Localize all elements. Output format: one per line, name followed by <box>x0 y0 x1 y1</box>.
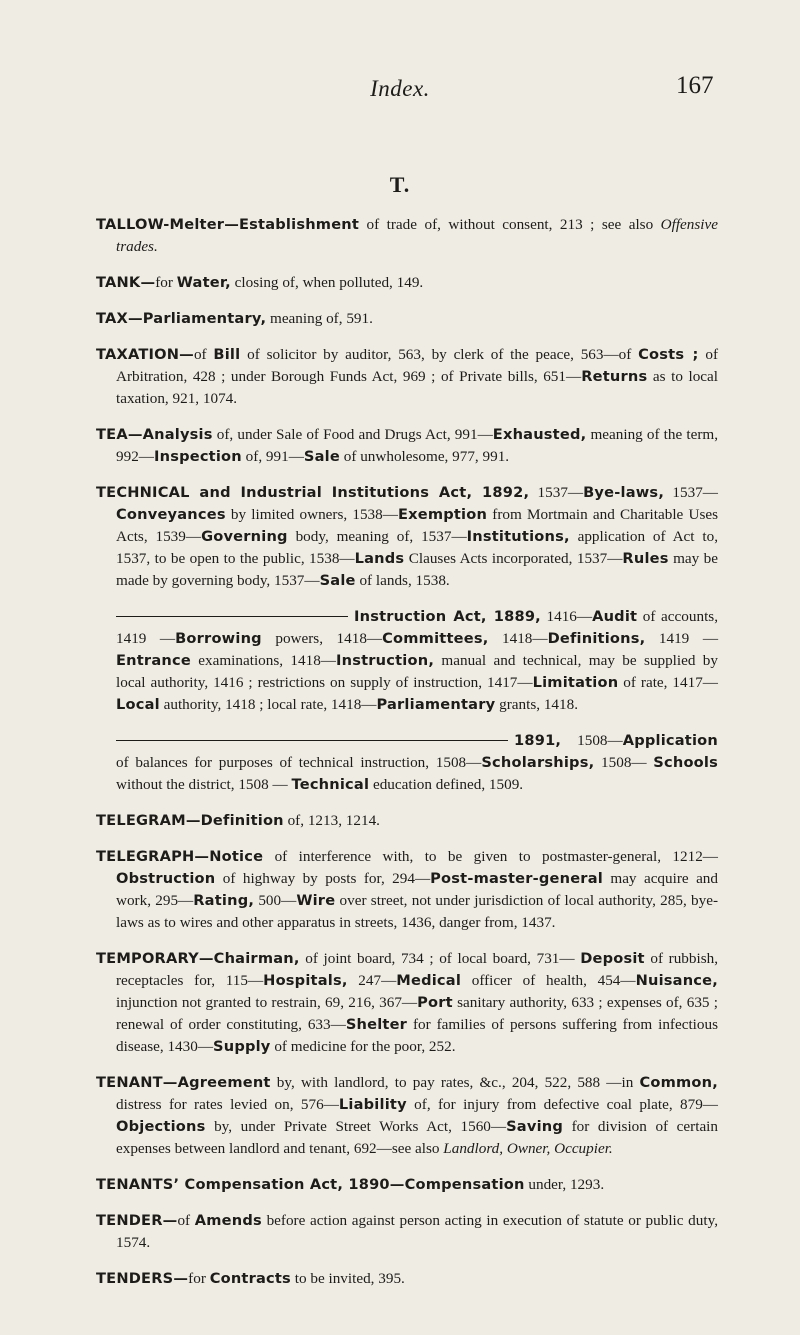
index-entries <box>96 214 718 1304</box>
entry-text: of balances for purposes of technical instruction, 1508— <box>116 754 482 771</box>
bold-term: Nuisance, <box>635 972 719 989</box>
bold-term: TEA—Analysis <box>96 426 213 443</box>
bold-term: TENANT—Agreement <box>96 1074 271 1091</box>
entry-text: closing of, when polluted, 149. <box>230 274 424 291</box>
entry-text: of, 991— <box>241 448 304 465</box>
bold-term: Governing <box>201 528 288 545</box>
entry-text: authority, 1418 ; local rate, 1418— <box>159 696 377 713</box>
index-entry <box>96 344 718 410</box>
entry-text: for families of persons suffering from infectious disease, 1430— <box>116 1016 718 1055</box>
bold-term: Committees, <box>382 630 489 647</box>
bold-term: Port <box>417 994 453 1011</box>
entry-text: examinations, 1418— <box>190 652 336 669</box>
entry-text: 1537— <box>529 484 584 501</box>
cross-reference: Landlord, Owner, Occupier. <box>443 1140 613 1157</box>
bold-term: TALLOW-Melter—Establishment <box>96 216 360 233</box>
entry-text: under, 1293. <box>524 1176 605 1193</box>
bold-term: Bill <box>213 346 241 363</box>
entry-text: of <box>177 1212 195 1229</box>
index-entry <box>96 810 718 832</box>
section-letter: T. <box>389 172 411 197</box>
index-entry <box>96 214 718 258</box>
ditto-rule <box>116 616 348 617</box>
bold-term: TANK— <box>96 274 156 291</box>
bold-term: Sale <box>319 572 356 589</box>
bold-term: Sale <box>303 448 340 465</box>
bold-term: Instruction, <box>336 652 435 669</box>
bold-term: Liability <box>338 1096 407 1113</box>
entry-text: before action against person acting in execution of statute or public duty, 1574. <box>116 1212 718 1251</box>
bold-term: Exhausted, <box>492 426 587 443</box>
entry-text: application of Act to, 1537, to be open to the public, 1538— <box>116 528 718 567</box>
bold-term: Medical <box>396 972 462 989</box>
entry-text: injunction not granted to restrain, 69, 216, 367— <box>116 994 418 1011</box>
entry-text: 1508— <box>594 754 654 771</box>
entry-text: 1416— <box>540 608 593 625</box>
index-subentry <box>96 606 718 716</box>
entry-text: for division of certain expenses between landlord and tenant, 692—see also <box>116 1118 718 1157</box>
bold-term: Bye-laws, <box>583 484 665 501</box>
bold-term: TECHNICAL and Industrial Institutions Act, 1892, <box>96 484 530 501</box>
bold-term: Common, <box>639 1074 718 1091</box>
bold-term: Institutions, <box>466 528 570 545</box>
entry-text: of highway by posts for, 294— <box>215 870 431 887</box>
bold-term: Scholarships, <box>481 754 595 771</box>
entry-text: body, meaning of, 1537— <box>287 528 467 545</box>
bold-term: Exemption <box>397 506 488 523</box>
entry-text: without the district, 1508 — <box>116 776 292 793</box>
entry-text: for <box>188 1270 210 1287</box>
entry-text: by, with landlord, to pay rates, &c., 204, 522, 588 —in <box>270 1074 640 1091</box>
entry-text: meaning of the term, 992— <box>116 426 718 465</box>
index-entry <box>96 424 718 468</box>
entry-text: of joint board, 734 ; of local board, 731— <box>299 950 581 967</box>
entry-text: by limited owners, 1538— <box>225 506 398 523</box>
bold-term: Rating, <box>193 892 255 909</box>
entry-text: of unwholesome, 977, 991. <box>339 448 510 465</box>
bold-term: Saving <box>506 1118 564 1135</box>
entry-text: of, for injury from defective coal plate, 879— <box>406 1096 718 1113</box>
entry-text: grants, 1418. <box>495 696 579 713</box>
bold-term: Wire <box>296 892 336 909</box>
entry-text: 500— <box>254 892 297 909</box>
bold-term: 1891, <box>514 732 562 749</box>
entry-text: 1508— <box>561 732 623 749</box>
ditto-rule <box>116 740 508 741</box>
cross-reference: Offensive trades. <box>116 216 718 255</box>
bold-term: Deposit <box>580 950 645 967</box>
bold-term: Costs ; <box>638 346 699 363</box>
bold-term: TEMPORARY—Chairman, <box>96 950 300 967</box>
entry-text: powers, 1418— <box>261 630 383 647</box>
index-entry <box>96 272 718 294</box>
entry-text: of lands, 1538. <box>355 572 450 589</box>
entry-text: manual and technical, may be supplied by local authority, 1416 ; restrictions on supply of instruction, 1417— <box>116 652 718 691</box>
bold-term: Hospitals, <box>263 972 348 989</box>
bold-term: Obstruction <box>116 870 216 887</box>
entry-text: may be made by governing body, 1537— <box>116 550 719 589</box>
bold-term: Borrowing <box>175 630 262 647</box>
bold-term: Supply <box>213 1038 271 1055</box>
entry-text: officer of health, 454— <box>461 972 636 989</box>
entry-text: of solicitor by auditor, 563, by clerk of the peace, 563—of <box>240 346 639 363</box>
bold-term: TENANTS’ Compensation Act, 1890—Compensation <box>96 1176 525 1193</box>
bold-term: Objections <box>116 1118 206 1135</box>
bold-term: Lands <box>354 550 405 567</box>
bold-term: Entrance <box>116 652 191 669</box>
bold-term: Returns <box>581 368 648 385</box>
bold-term: Inspection <box>153 448 242 465</box>
entry-text: of Arbitration, 428 ; under Borough Funds Act, 969 ; of Private bills, 651— <box>116 346 719 385</box>
index-entry <box>96 948 718 1058</box>
index-entry <box>96 1210 718 1254</box>
bold-term: TELEGRAPH—Notice <box>96 848 264 865</box>
bold-term: TAXATION— <box>96 346 194 363</box>
entry-text: sanitary authority, 633 ; expenses of, 635 ; renewal of order constituting, 633— <box>116 994 718 1033</box>
entry-text: education defined, 1509. <box>369 776 524 793</box>
bold-term: Schools <box>653 754 718 771</box>
entry-text: of, under Sale of Food and Drugs Act, 991— <box>212 426 493 443</box>
entry-text: of accounts, 1419 — <box>116 608 718 647</box>
entry-text: 1419 — <box>645 630 719 647</box>
bold-term: Audit <box>592 608 638 625</box>
running-title: Index. <box>370 76 430 101</box>
entry-text: as to local taxation, 921, 1074. <box>116 368 718 407</box>
entry-text: distress for rates levied on, 576— <box>116 1096 339 1113</box>
bold-term: Parliamentary <box>376 696 496 713</box>
index-entry <box>96 482 718 592</box>
bold-term: Water, <box>176 274 231 291</box>
entry-text: of trade of, without consent, 213 ; see also <box>359 216 661 233</box>
entry-text: 1418— <box>488 630 548 647</box>
bold-term: Contracts <box>209 1270 291 1287</box>
entry-text: may acquire and work, 295— <box>116 870 718 909</box>
bold-term: Conveyances <box>116 506 226 523</box>
index-entry <box>96 1072 718 1160</box>
entry-text: meaning of, 591. <box>266 310 373 327</box>
entry-text: of rate, 1417— <box>618 674 718 691</box>
index-entry <box>96 846 718 934</box>
entry-text: to be invited, 395. <box>290 1270 405 1287</box>
entry-text: of <box>193 346 214 363</box>
page-number: 167 <box>676 72 714 99</box>
entry-text: from Mortmain and Charitable Uses Acts, 1539— <box>116 506 719 545</box>
bold-term: Limitation <box>532 674 619 691</box>
index-subentry <box>96 730 718 796</box>
bold-term: TENDER— <box>96 1212 178 1229</box>
entry-text: by, under Private Street Works Act, 1560— <box>205 1118 507 1135</box>
bold-term: Post-master-general <box>430 870 603 887</box>
bold-term: Local <box>116 696 160 713</box>
bold-term: Technical <box>291 776 370 793</box>
entry-text: of medicine for the poor, 252. <box>270 1038 456 1055</box>
bold-term: TAX—Parliamentary, <box>96 310 267 327</box>
entry-text: over street, not under jurisdiction of local authority, 285, bye-laws as to wires and other apparatus in streets, 1436, danger from, 1437. <box>116 892 718 931</box>
index-entry <box>96 1174 718 1196</box>
bold-term: Instruction Act, 1889, <box>354 608 541 625</box>
index-entry <box>96 308 718 330</box>
index-entry <box>96 1268 718 1290</box>
bold-term: Application <box>622 732 718 749</box>
bold-term: TELEGRAM—Definition <box>96 812 284 829</box>
bold-term: TENDERS— <box>96 1270 189 1287</box>
entry-text: of, 1213, 1214. <box>283 812 380 829</box>
entry-text: 247— <box>347 972 397 989</box>
bold-term: Rules <box>622 550 669 567</box>
entry-text: for <box>155 274 177 291</box>
entry-text: of interference with, to be given to postmaster-general, 1212— <box>263 848 718 865</box>
entry-text: Clauses Acts incorporated, 1537— <box>404 550 623 567</box>
entry-text: of rubbish, receptacles for, 115— <box>116 950 718 989</box>
bold-term: Shelter <box>345 1016 408 1033</box>
entry-text: 1537— <box>664 484 718 501</box>
bold-term: Amends <box>194 1212 262 1229</box>
bold-term: Definitions, <box>547 630 646 647</box>
